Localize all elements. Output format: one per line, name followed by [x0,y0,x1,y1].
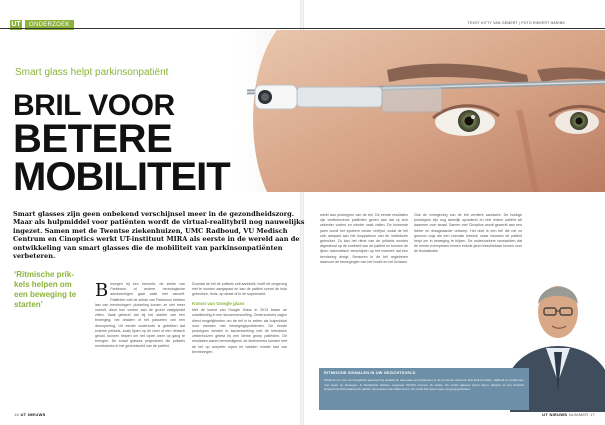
sidebar-title: RITMISCHE SIGNALEN IN UW GEZICHTSVELD [324,371,416,375]
pull-quote: ‘Ritmische prik-kels helpen om een beweging te starten’ [14,270,77,309]
folio-left [14,412,46,417]
header-rule [0,28,605,29]
body-column-4-text: Ook de vormgeving van de bril verdient aandacht. De huidige prototypes zijn nog tamelijk opvallend en niet iedere patiënt wil daarmee over straat. Samen met Cinoptics wordt gewerkt aan een lichter en draagbaarder ontwerp. Het doel is een bril die net zo gewoon oogt als een normale leesbril, maar intussen de patiënt helpt om in beweging te blijven. De onderzoekers verwachten dat de eerste exemplaren binnen enkele jaren beschikbaar komen voor de thuissituatie. [414,213,522,254]
folio-right [542,412,595,417]
folio-right-page: 17 [589,412,595,417]
body-column-1 [95,282,185,410]
body-column-2-text: Doordat de bril de prikkels zelf aanbiedt, hoeft de omgeving niet te worden aangepast en kan de patiënt overal de hulp gebruiken, thuis, op straat of in de supermarkt. [192,282,287,297]
headline [13,89,230,199]
body-column-2 [192,282,287,410]
folio-left-title: UT NIEUWS [20,412,46,417]
folio-right-suffix: NUMMER [568,412,589,417]
sidebar-text: Parkinson is een neurologische aandoening waarbij de aanmaak van dopamine in de hersenen afneemt. Dat leidt tot trillen, stijfheid en problemen met lopen en bewegen. In Nederland hebben ongeveer 50.000 mensen de ziekte. De smart glasses tonen lijnen, stippen of een ritmisch knipperend licht waarop de patiënt zijn passen kan afstemmen. Zo wordt het lopen weer op gang geholpen. [324,378,524,392]
dropcap: B [95,282,109,301]
headline-line-1: BRIL VOOR [13,89,175,122]
hero-photo-man-with-smart-glasses [237,30,605,192]
kicker: Smart glass helpt parkinsonpatiënt [15,67,169,78]
body-column-4 [414,213,522,363]
lead-paragraph: Smart glasses zijn geen onbekend verschijnsel meer in de gezondheidszorg. Maar als hulpmiddel voor patiënten wordt de virtual-realitybril nog nauwelijks ingezet. Samen met de Twentse ziekenhuizen, UMC Radboud, VU Medisch Centrum en Cinoptics werkt UT-instituut MIRA als eerste in de wereld aan de ontwikkeling van smart glasses die de mobiliteit van parkinsonpatiënten verbeteren. [13,210,305,261]
body-column-3-text: werkt aan prototypen van de bril. De eerste resultaten zijn veelbelovend: patiënten geven aan dat zij zich zekerder voelen en minder vaak vallen. De komende jaren wordt het systeem verder verfijnd, zodat de bril zich aanpast aan het looppatroon van de individuele gebruiker. Zo kan het ritme van de prikkels worden afgestemd op de snelheid van de patiënt en kunnen de lijnen automatisch verschijnen op het moment dat een bevriezing dreigt. Sensoren in de bril registreren daarvoor de bewegingen van het hoofd en het lichaam. [320,213,408,264]
body-column-2-text-2: Met de komst van Google Glass in 2013 kwam de ontwikkeling in een stroomversnelling. Onderzoekers zagen direct mogelijkheden om de bril in te zetten als hulpmiddel voor mensen met bewegingsproblemen. De eerste prototypes werden in samenwerking met de betrokken ziekenhuizen getest bij een kleine groep patiënten. De resultaten waren bemoedigend: de deelnemers konden met de bril op soepeler lopen en hadden minder last van bevriezingen. [192,308,287,354]
body-column-1-text: ewegen bij een beroerte, de ziekte van Parkinson of andere neurologische aandoeningen gaat vaak niet vanzelf. Patiënten met de ziekte van Parkinson hebben last van bevriezingen: plotseling komen ze niet meer vooruit, alsof hun voeten aan de grond vastgeplakt zitten. Vaak gebeurt dat bij het starten van een beweging, het draaien of het passeren van een deuropening. Uit eerder onderzoek is gebleken dat externe prikkels, zoals lijnen op de vloer of een ritmisch geluid, kunnen helpen om het lopen weer op gang te brengen. De smart glasses projecteren die prikkels rechtstreeks in het gezichtsveld van de patiënt. [95,282,185,349]
section-label: ONDERZOEK [25,20,74,30]
folio-left-page: 16 [14,412,20,417]
sidebar-box [319,368,529,410]
photo-credit: TEKST KITTY VAN GEMERT | FOTO RIKKERT HARINK [467,21,565,25]
body-subhead: Komst van Google glass [192,300,245,306]
headline-line-2: BETERE [13,117,173,161]
body-column-3 [320,213,408,363]
folio-right-title: UT NIEUWS [542,412,568,417]
section-logo: UT [11,21,21,28]
headline-line-3: MOBILITEIT [13,155,230,199]
